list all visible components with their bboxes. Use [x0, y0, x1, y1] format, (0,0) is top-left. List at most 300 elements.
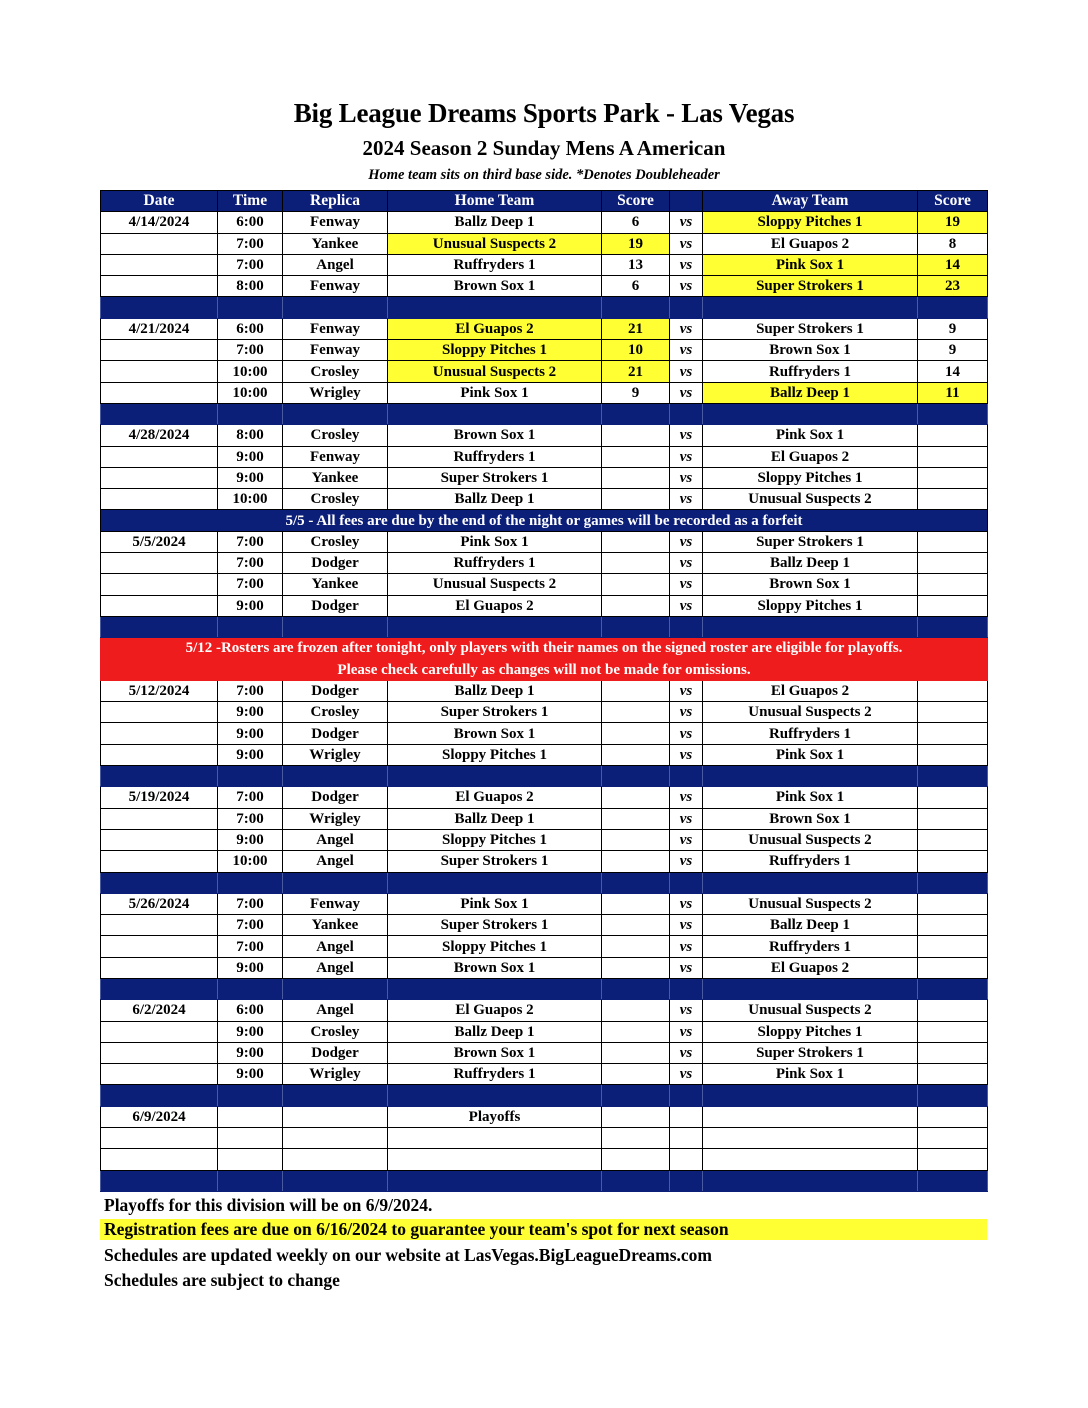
table-row: [101, 318, 988, 339]
away-team-cell: Sloppy Pitches 1: [703, 1021, 918, 1042]
time-cell: 9:00: [218, 467, 283, 488]
date-cell: [101, 340, 218, 361]
home-team-cell: Ballz Deep 1: [388, 808, 602, 829]
away-score-cell: [918, 702, 988, 723]
separator-cell: [670, 1170, 703, 1191]
replica-cell: Fenway: [283, 446, 388, 467]
alert-text: 5/12 -Rosters are frozen after tonight, only players with their names on the signed roster are eligible for playoffs.: [101, 638, 988, 659]
home-score-cell: [602, 1149, 670, 1170]
separator-cell: [388, 766, 602, 787]
vs-cell: vs: [670, 574, 703, 595]
home-team-cell: Brown Sox 1: [388, 276, 602, 297]
vs-cell: vs: [670, 1000, 703, 1021]
home-team-cell: Ballz Deep 1: [388, 680, 602, 701]
vs-cell: vs: [670, 467, 703, 488]
vs-cell: vs: [670, 318, 703, 339]
home-team-cell: [388, 1149, 602, 1170]
away-score-cell: [918, 1064, 988, 1085]
home-score-cell: 19: [602, 233, 670, 254]
home-score-cell: [602, 851, 670, 872]
separator-cell: [918, 978, 988, 999]
separator-cell: [918, 297, 988, 318]
date-cell: [101, 957, 218, 978]
vs-cell: [670, 1128, 703, 1149]
vs-cell: vs: [670, 936, 703, 957]
date-cell: [101, 233, 218, 254]
time-cell: 9:00: [218, 1021, 283, 1042]
date-cell: [101, 446, 218, 467]
home-team-cell: Ballz Deep 1: [388, 1021, 602, 1042]
time-cell: 7:00: [218, 808, 283, 829]
away-score-cell: [918, 723, 988, 744]
away-team-cell: Brown Sox 1: [703, 340, 918, 361]
home-team-cell: Ballz Deep 1: [388, 489, 602, 510]
replica-cell: Crosley: [283, 489, 388, 510]
home-score-cell: [602, 723, 670, 744]
home-score-cell: [602, 1042, 670, 1063]
replica-cell: Crosley: [283, 425, 388, 446]
home-score-cell: [602, 595, 670, 616]
date-cell: 4/14/2024: [101, 212, 218, 233]
table-row: [101, 936, 988, 957]
separator-cell: [703, 1170, 918, 1191]
away-team-cell: Sloppy Pitches 1: [703, 212, 918, 233]
replica-cell: Wrigley: [283, 382, 388, 403]
table-row: [101, 1042, 988, 1063]
away-team-cell: El Guapos 2: [703, 957, 918, 978]
separator-cell: [703, 872, 918, 893]
home-team-cell: Ballz Deep 1: [388, 212, 602, 233]
table-row: [101, 425, 988, 446]
away-score-cell: [918, 957, 988, 978]
separator-cell: [283, 1170, 388, 1191]
date-cell: [101, 595, 218, 616]
separator-cell: [918, 1170, 988, 1191]
replica-cell: Dodger: [283, 553, 388, 574]
time-cell: 6:00: [218, 212, 283, 233]
date-cell: [101, 489, 218, 510]
separator-cell: [703, 1085, 918, 1106]
alert-row: [101, 659, 988, 680]
vs-cell: vs: [670, 254, 703, 275]
vs-cell: vs: [670, 1042, 703, 1063]
home-team-cell: Pink Sox 1: [388, 382, 602, 403]
time-cell: 7:00: [218, 680, 283, 701]
table-row: [101, 340, 988, 361]
separator-cell: [218, 766, 283, 787]
vs-cell: vs: [670, 531, 703, 552]
vs-cell: vs: [670, 680, 703, 701]
date-cell: [101, 851, 218, 872]
away-score-cell: 8: [918, 233, 988, 254]
home-score-cell: [602, 893, 670, 914]
replica-cell: Crosley: [283, 361, 388, 382]
separator-cell: [218, 1085, 283, 1106]
separator-row: [101, 766, 988, 787]
time-cell: 7:00: [218, 531, 283, 552]
home-score-cell: [602, 531, 670, 552]
away-score-cell: [918, 915, 988, 936]
date-cell: [101, 1021, 218, 1042]
col-header-time: Time: [218, 191, 283, 212]
separator-row: [101, 872, 988, 893]
separator-cell: [101, 1170, 218, 1191]
home-score-cell: [602, 680, 670, 701]
away-team-cell: El Guapos 2: [703, 446, 918, 467]
vs-cell: [670, 1106, 703, 1127]
separator-cell: [101, 403, 218, 424]
away-team-cell: [703, 1149, 918, 1170]
date-cell: 5/12/2024: [101, 680, 218, 701]
away-team-cell: Super Strokers 1: [703, 276, 918, 297]
away-team-cell: Ruffryders 1: [703, 723, 918, 744]
vs-cell: vs: [670, 723, 703, 744]
separator-cell: [283, 766, 388, 787]
vs-cell: vs: [670, 276, 703, 297]
table-row: [101, 893, 988, 914]
home-team-cell: Super Strokers 1: [388, 702, 602, 723]
alert-text: Please check carefully as changes will not be made for omissions.: [101, 659, 988, 680]
separator-cell: [283, 978, 388, 999]
date-cell: [101, 254, 218, 275]
alert-row: [101, 638, 988, 659]
separator-cell: [602, 1170, 670, 1191]
schedule-body: [101, 212, 988, 1192]
away-team-cell: Pink Sox 1: [703, 425, 918, 446]
home-score-cell: 21: [602, 318, 670, 339]
home-team-cell: Ruffryders 1: [388, 254, 602, 275]
time-cell: 7:00: [218, 936, 283, 957]
replica-cell: [283, 1106, 388, 1127]
separator-cell: [101, 616, 218, 637]
separator-cell: [218, 297, 283, 318]
replica-cell: Yankee: [283, 915, 388, 936]
date-cell: 4/21/2024: [101, 318, 218, 339]
away-score-cell: [918, 1106, 988, 1127]
table-row: [101, 361, 988, 382]
replica-cell: [283, 1128, 388, 1149]
time-cell: 7:00: [218, 233, 283, 254]
vs-cell: vs: [670, 595, 703, 616]
time-cell: 9:00: [218, 446, 283, 467]
table-row: [101, 957, 988, 978]
away-team-cell: Unusual Suspects 2: [703, 829, 918, 850]
table-row: [101, 233, 988, 254]
vs-cell: vs: [670, 957, 703, 978]
date-cell: 6/2/2024: [101, 1000, 218, 1021]
away-team-cell: Super Strokers 1: [703, 531, 918, 552]
separator-cell: [283, 872, 388, 893]
vs-cell: vs: [670, 425, 703, 446]
separator-cell: [602, 978, 670, 999]
away-team-cell: Unusual Suspects 2: [703, 1000, 918, 1021]
separator-cell: [388, 297, 602, 318]
home-team-cell: Pink Sox 1: [388, 893, 602, 914]
separator-cell: [670, 403, 703, 424]
separator-cell: [101, 297, 218, 318]
table-row: [101, 446, 988, 467]
away-team-cell: Pink Sox 1: [703, 787, 918, 808]
date-cell: 5/19/2024: [101, 787, 218, 808]
separator-cell: [283, 1085, 388, 1106]
time-cell: [218, 1149, 283, 1170]
separator-cell: [670, 616, 703, 637]
replica-cell: Fenway: [283, 893, 388, 914]
home-team-cell: Brown Sox 1: [388, 723, 602, 744]
replica-cell: Wrigley: [283, 744, 388, 765]
home-team-cell: Sloppy Pitches 1: [388, 936, 602, 957]
home-score-cell: [602, 1128, 670, 1149]
time-cell: 10:00: [218, 489, 283, 510]
vs-cell: vs: [670, 851, 703, 872]
col-header-replica: Replica: [283, 191, 388, 212]
away-score-cell: [918, 1128, 988, 1149]
time-cell: 7:00: [218, 893, 283, 914]
away-team-cell: Brown Sox 1: [703, 574, 918, 595]
away-score-cell: [918, 489, 988, 510]
replica-cell: Angel: [283, 829, 388, 850]
replica-cell: Dodger: [283, 595, 388, 616]
replica-cell: Yankee: [283, 574, 388, 595]
separator-cell: [283, 403, 388, 424]
vs-cell: vs: [670, 340, 703, 361]
home-score-cell: [602, 702, 670, 723]
table-row: [101, 808, 988, 829]
away-score-cell: [918, 893, 988, 914]
replica-cell: Crosley: [283, 1021, 388, 1042]
away-team-cell: Brown Sox 1: [703, 808, 918, 829]
page-title: Big League Dreams Sports Park - Las Vegas: [293, 98, 795, 128]
date-cell: [101, 744, 218, 765]
home-team-cell: Pink Sox 1: [388, 531, 602, 552]
table-row: [101, 553, 988, 574]
table-row: [101, 574, 988, 595]
away-team-cell: Ruffryders 1: [703, 851, 918, 872]
home-score-cell: 21: [602, 361, 670, 382]
replica-cell: Crosley: [283, 531, 388, 552]
separator-cell: [918, 766, 988, 787]
replica-cell: Wrigley: [283, 1064, 388, 1085]
separator-cell: [670, 766, 703, 787]
home-score-cell: [602, 1064, 670, 1085]
replica-cell: Crosley: [283, 702, 388, 723]
time-cell: 7:00: [218, 340, 283, 361]
time-cell: 7:00: [218, 574, 283, 595]
separator-cell: [670, 1085, 703, 1106]
home-team-cell: Playoffs: [388, 1106, 602, 1127]
separator-cell: [388, 978, 602, 999]
away-team-cell: [703, 1128, 918, 1149]
replica-cell: Dodger: [283, 723, 388, 744]
separator-cell: [602, 616, 670, 637]
vs-cell: vs: [670, 915, 703, 936]
replica-cell: [283, 1149, 388, 1170]
replica-cell: Dodger: [283, 680, 388, 701]
replica-cell: Dodger: [283, 787, 388, 808]
home-team-cell: El Guapos 2: [388, 787, 602, 808]
time-cell: 7:00: [218, 787, 283, 808]
home-team-cell: Ruffryders 1: [388, 1064, 602, 1085]
separator-cell: [218, 1170, 283, 1191]
away-team-cell: El Guapos 2: [703, 680, 918, 701]
separator-cell: [670, 978, 703, 999]
home-score-cell: [602, 808, 670, 829]
home-team-cell: Brown Sox 1: [388, 1042, 602, 1063]
notice-text: 5/5 - All fees are due by the end of the night or games will be recorded as a forfeit: [101, 510, 988, 531]
home-score-cell: 6: [602, 212, 670, 233]
away-team-cell: Unusual Suspects 2: [703, 489, 918, 510]
date-cell: [101, 915, 218, 936]
date-cell: [101, 382, 218, 403]
replica-cell: Angel: [283, 254, 388, 275]
separator-row: [101, 1170, 988, 1191]
away-score-cell: 23: [918, 276, 988, 297]
away-score-cell: 9: [918, 340, 988, 361]
home-score-cell: 6: [602, 276, 670, 297]
away-score-cell: [918, 1042, 988, 1063]
away-team-cell: Ruffryders 1: [703, 936, 918, 957]
vs-cell: vs: [670, 212, 703, 233]
vs-cell: vs: [670, 893, 703, 914]
time-cell: 10:00: [218, 361, 283, 382]
away-score-cell: [918, 808, 988, 829]
home-score-cell: [602, 829, 670, 850]
home-score-cell: 9: [602, 382, 670, 403]
away-team-cell: Pink Sox 1: [703, 744, 918, 765]
home-score-cell: [602, 553, 670, 574]
table-row: [101, 1106, 988, 1127]
table-row: [101, 1064, 988, 1085]
separator-cell: [388, 616, 602, 637]
home-team-cell: Ruffryders 1: [388, 446, 602, 467]
away-team-cell: Ballz Deep 1: [703, 553, 918, 574]
away-score-cell: [918, 446, 988, 467]
away-team-cell: Unusual Suspects 2: [703, 702, 918, 723]
date-cell: [101, 467, 218, 488]
separator-cell: [602, 766, 670, 787]
replica-cell: Yankee: [283, 233, 388, 254]
date-cell: [101, 702, 218, 723]
separator-cell: [918, 616, 988, 637]
separator-cell: [101, 1085, 218, 1106]
separator-row: [101, 978, 988, 999]
away-score-cell: [918, 851, 988, 872]
away-score-cell: 19: [918, 212, 988, 233]
time-cell: 9:00: [218, 1064, 283, 1085]
table-row: [101, 382, 988, 403]
table-row: [101, 212, 988, 233]
home-score-cell: [602, 446, 670, 467]
home-score-cell: 10: [602, 340, 670, 361]
footer-website: Schedules are updated weekly on our website at LasVegas.BigLeagueDreams.com: [104, 1245, 712, 1265]
away-score-cell: 14: [918, 254, 988, 275]
table-row: [101, 744, 988, 765]
date-cell: [101, 1149, 218, 1170]
separator-cell: [918, 1085, 988, 1106]
vs-cell: vs: [670, 382, 703, 403]
table-row: [101, 276, 988, 297]
replica-cell: Angel: [283, 851, 388, 872]
away-score-cell: [918, 1021, 988, 1042]
separator-row: [101, 297, 988, 318]
separator-cell: [918, 872, 988, 893]
home-team-cell: Sloppy Pitches 1: [388, 744, 602, 765]
home-team-cell: Super Strokers 1: [388, 851, 602, 872]
replica-cell: Angel: [283, 1000, 388, 1021]
date-cell: [101, 276, 218, 297]
away-score-cell: 9: [918, 318, 988, 339]
away-team-cell: Ruffryders 1: [703, 361, 918, 382]
table-row: [101, 489, 988, 510]
home-team-cell: Unusual Suspects 2: [388, 233, 602, 254]
home-team-cell: El Guapos 2: [388, 1000, 602, 1021]
time-cell: 10:00: [218, 851, 283, 872]
separator-cell: [602, 403, 670, 424]
home-score-cell: [602, 936, 670, 957]
away-team-cell: [703, 1106, 918, 1127]
home-team-cell: Unusual Suspects 2: [388, 361, 602, 382]
date-cell: 5/26/2024: [101, 893, 218, 914]
replica-cell: Wrigley: [283, 808, 388, 829]
time-cell: 6:00: [218, 1000, 283, 1021]
schedule-note: Home team sits on third base side. *Denotes Doubleheader: [368, 167, 720, 183]
col-header-away-score: Score: [918, 191, 988, 212]
time-cell: 8:00: [218, 425, 283, 446]
home-team-cell: Super Strokers 1: [388, 915, 602, 936]
separator-cell: [602, 1085, 670, 1106]
away-score-cell: 14: [918, 361, 988, 382]
separator-cell: [101, 872, 218, 893]
away-team-cell: El Guapos 2: [703, 233, 918, 254]
notice-row: [101, 510, 988, 531]
replica-cell: Fenway: [283, 212, 388, 233]
col-header-date: Date: [101, 191, 218, 212]
away-team-cell: Super Strokers 1: [703, 1042, 918, 1063]
footer-playoffs: Playoffs for this division will be on 6/9/2024.: [104, 1195, 433, 1215]
table-row: [101, 531, 988, 552]
time-cell: [218, 1128, 283, 1149]
vs-cell: vs: [670, 233, 703, 254]
replica-cell: Angel: [283, 936, 388, 957]
vs-cell: vs: [670, 702, 703, 723]
date-cell: [101, 574, 218, 595]
vs-cell: vs: [670, 808, 703, 829]
away-team-cell: Ballz Deep 1: [703, 382, 918, 403]
page-subtitle: 2024 Season 2 Sunday Mens A American: [362, 136, 726, 160]
replica-cell: Fenway: [283, 340, 388, 361]
date-cell: [101, 936, 218, 957]
time-cell: 7:00: [218, 553, 283, 574]
home-team-cell: Sloppy Pitches 1: [388, 340, 602, 361]
date-cell: [101, 1128, 218, 1149]
separator-cell: [388, 1170, 602, 1191]
separator-cell: [703, 616, 918, 637]
date-cell: [101, 1042, 218, 1063]
table-row: [101, 467, 988, 488]
time-cell: [218, 1106, 283, 1127]
time-cell: 9:00: [218, 744, 283, 765]
table-row: [101, 723, 988, 744]
time-cell: 9:00: [218, 829, 283, 850]
separator-cell: [703, 297, 918, 318]
table-row: [101, 254, 988, 275]
home-score-cell: [602, 1021, 670, 1042]
time-cell: 9:00: [218, 957, 283, 978]
home-team-cell: Ruffryders 1: [388, 553, 602, 574]
table-row: [101, 915, 988, 936]
replica-cell: Angel: [283, 957, 388, 978]
table-row: [101, 851, 988, 872]
